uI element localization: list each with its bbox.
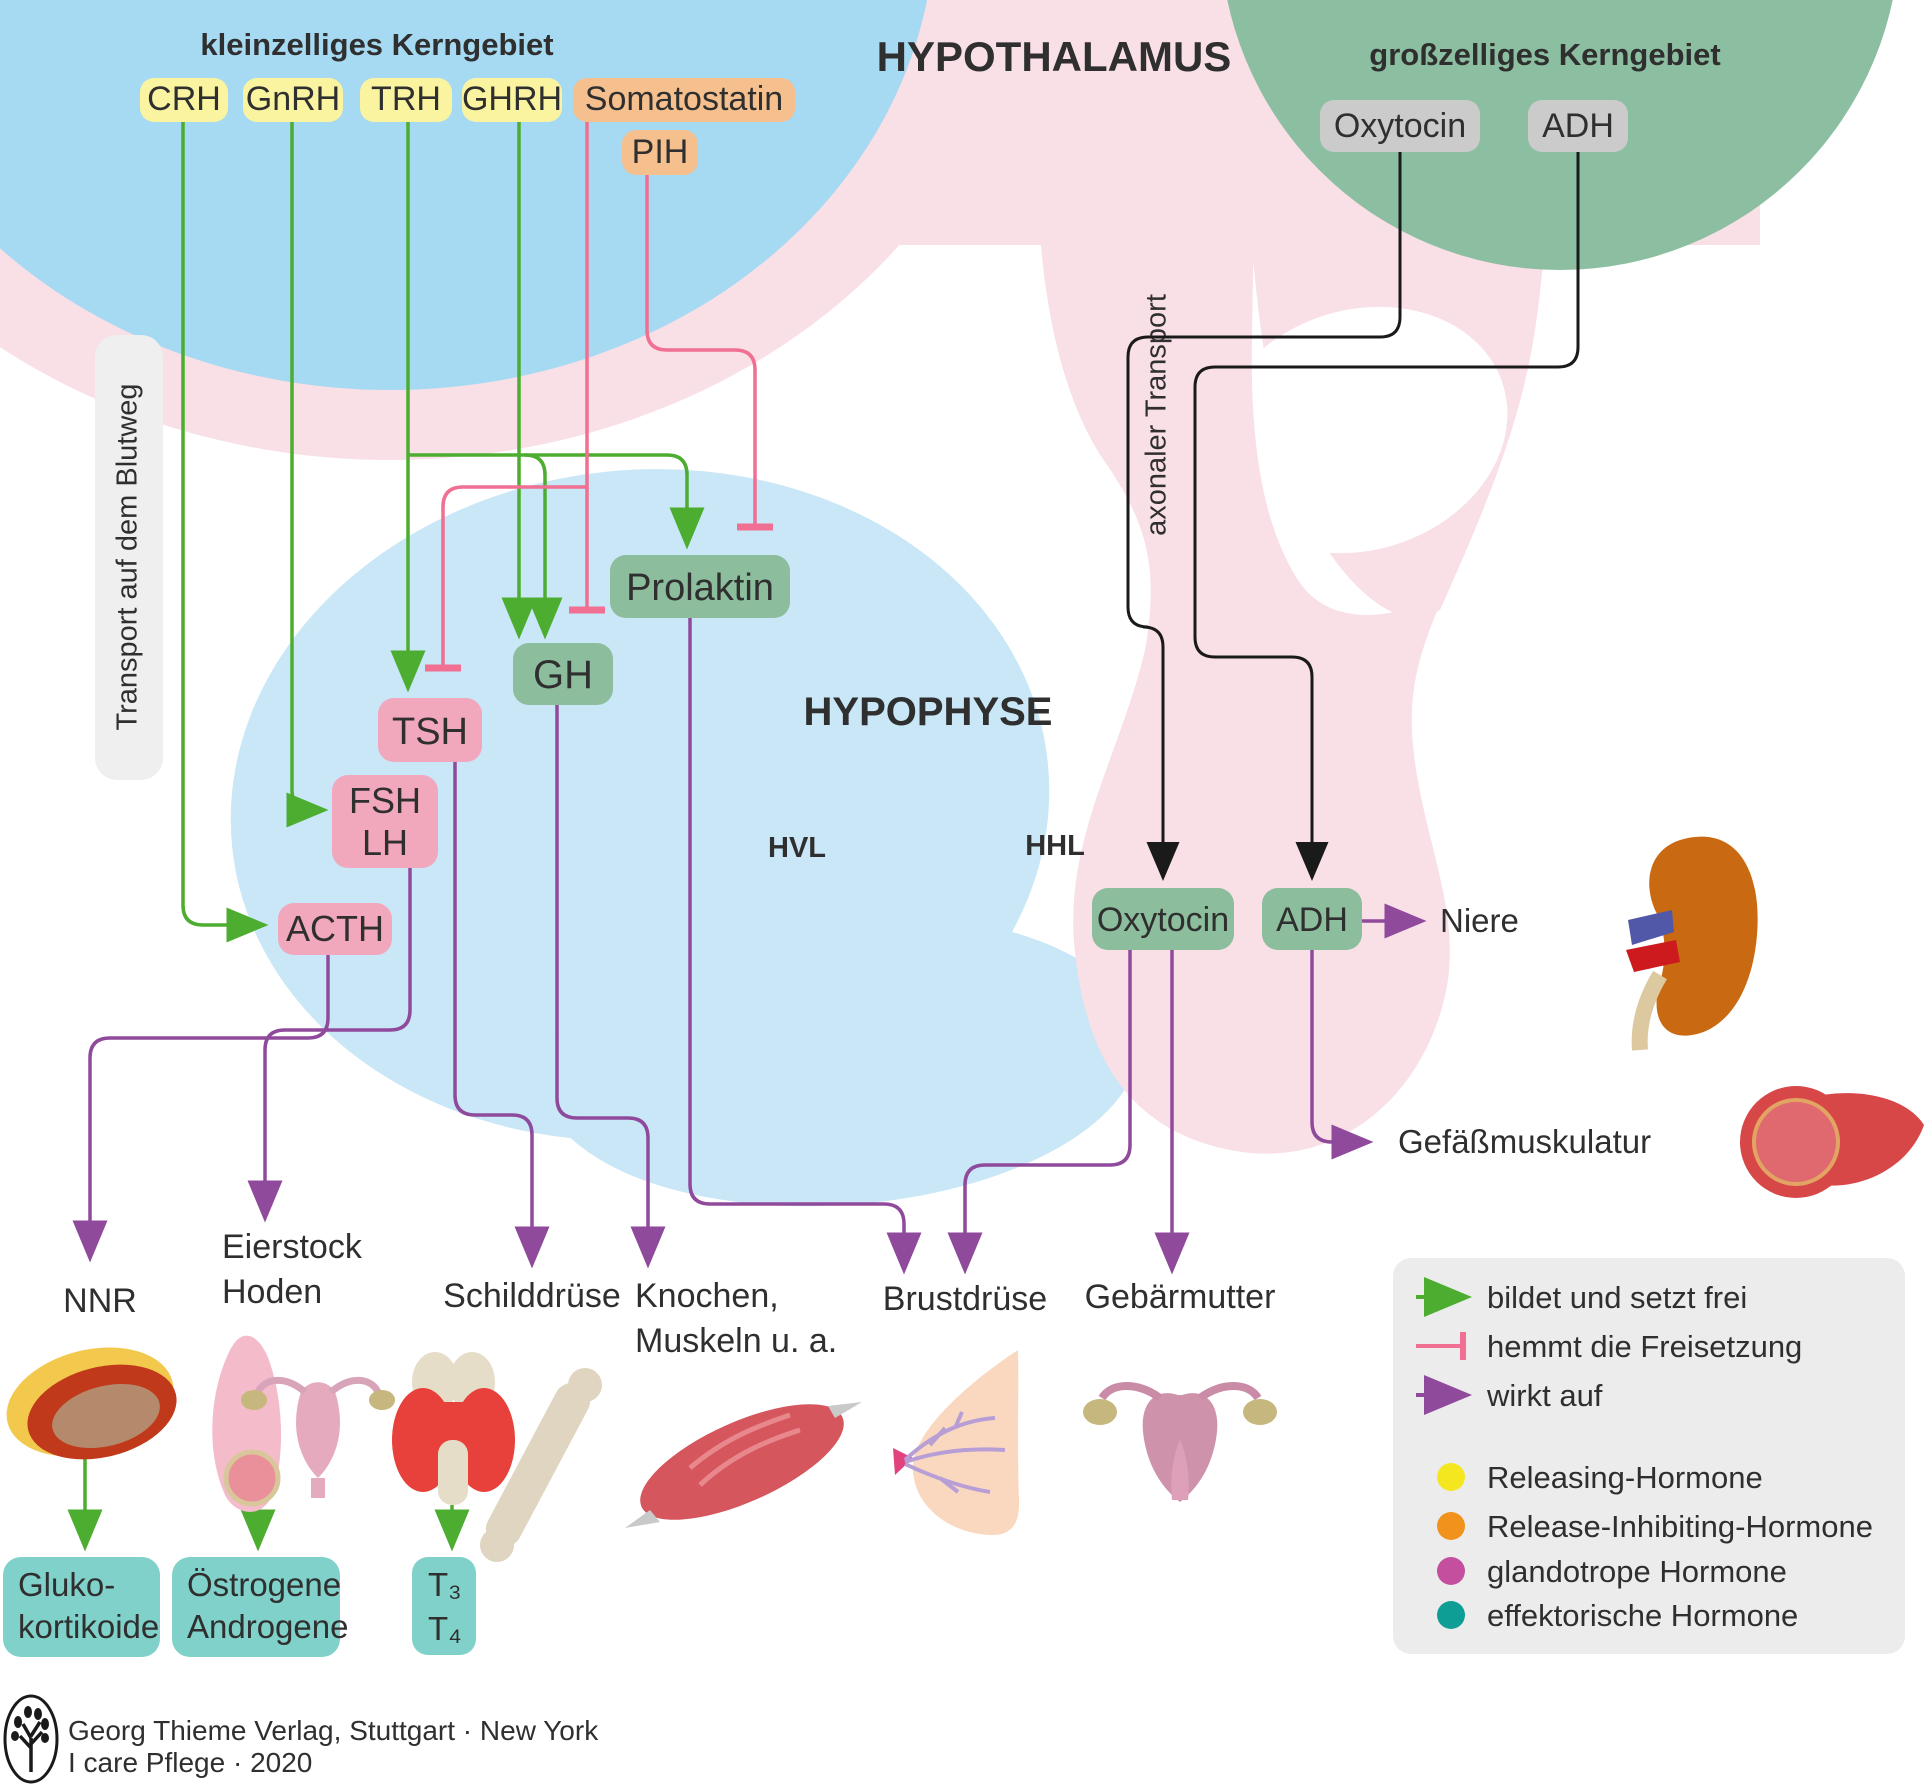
androgene-label: Androgene <box>187 1608 349 1645</box>
effector-hormone-boxes <box>3 1557 476 1657</box>
schilddruese-organ-illustration <box>392 1352 515 1505</box>
trh-label: TRH <box>371 80 441 118</box>
brustdruese-organ-illustration <box>893 1350 1019 1535</box>
eierstock-label: Eierstock <box>222 1228 362 1266</box>
gefaessmuskulatur-label: Gefäßmuskulatur <box>1398 1123 1652 1160</box>
niere-label: Niere <box>1440 902 1519 939</box>
brustdruese-label: Brustdrüse <box>882 1280 1048 1318</box>
nnr-label: NNR <box>63 1282 137 1320</box>
oxytocin-top-label: Oxytocin <box>1333 107 1467 145</box>
legend-release-inhibiting-label: Release-Inhibiting-Hormone <box>1487 1509 1873 1544</box>
large-cell-area-title: großzelliges Kerngebiet <box>1369 37 1721 72</box>
acth-to-nnr-line <box>90 955 328 1252</box>
hvl-label: HVL <box>768 832 826 864</box>
hypothalamus-title: HYPOTHALAMUS <box>876 33 1232 80</box>
gebaermutter-label: Gebärmutter <box>1084 1278 1276 1316</box>
prolaktin-label: Prolaktin <box>626 567 774 609</box>
tsh-label: TSH <box>392 711 468 753</box>
schilddruese-label: Schilddrüse <box>443 1277 621 1315</box>
legend-magenta-dot-icon <box>1437 1557 1465 1585</box>
gluko-label-line1: Gluko- <box>18 1566 116 1603</box>
adh-top-label: ADH <box>1542 107 1614 145</box>
gnrh-label: GnRH <box>245 80 341 118</box>
legend-yellow-dot-icon <box>1437 1463 1465 1491</box>
blood-transport-label <box>95 335 163 780</box>
muskeln-label: Muskeln u. a. <box>635 1322 838 1360</box>
crh-label: CRH <box>147 80 221 118</box>
legend-effektorische-label: effektorische Hormone <box>1487 1598 1799 1633</box>
gh-label: GH <box>533 653 593 697</box>
legend-glandotrope-label: glandotrope Hormone <box>1487 1554 1787 1589</box>
legend <box>1393 1258 1905 1654</box>
knochen-muskel-illustration <box>480 1368 862 1562</box>
gefaess-organ-illustration <box>1740 1086 1924 1198</box>
legend-wirkt-label: wirkt auf <box>1487 1378 1603 1413</box>
oxytocin-hhl-label: Oxytocin <box>1096 901 1230 939</box>
knochen-label: Knochen, <box>635 1277 779 1315</box>
t4-label: T₄ <box>428 1610 462 1647</box>
lh-label: LH <box>361 822 409 863</box>
thieme-logo-icon <box>5 1696 57 1782</box>
hhl-hormone-boxes <box>1092 888 1362 950</box>
gluko-label-line2: kortikoide <box>18 1608 160 1645</box>
legend-teal-dot-icon <box>1437 1601 1465 1629</box>
hhl-label: HHL <box>1025 830 1085 862</box>
fsh-label: FSH <box>349 780 421 821</box>
legend-orange-dot-icon <box>1437 1512 1465 1540</box>
gebaermutter-organ-illustration <box>1083 1386 1277 1502</box>
blood-transport-text: Transport auf dem Blutweg <box>111 383 144 731</box>
legend-releasing-label: Releasing-Hormone <box>1487 1460 1763 1495</box>
footer-line2: I care Pflege · 2020 <box>68 1747 313 1778</box>
axonal-transport-text: axonaler Transport <box>1140 294 1173 536</box>
legend-bildet-label: bildet und setzt frei <box>1487 1280 1748 1315</box>
oestrogene-label: Östrogene <box>187 1566 342 1603</box>
acth-label: ACTH <box>286 908 384 949</box>
adh-hhl-label: ADH <box>1276 901 1348 939</box>
pih-label: PIH <box>631 133 689 171</box>
ghrh-label: GHRH <box>461 80 563 118</box>
t3-label: T₃ <box>428 1566 462 1603</box>
footer <box>5 1696 599 1782</box>
gonaden-organ-illustration <box>212 1336 395 1512</box>
legend-box <box>1393 1258 1905 1654</box>
hoden-label: Hoden <box>222 1273 323 1311</box>
nnr-organ-illustration <box>0 1331 187 1474</box>
niere-organ-illustration <box>1626 837 1758 1050</box>
legend-hemmt-label: hemmt die Freisetzung <box>1487 1329 1803 1364</box>
hypophyse-title: HYPOPHYSE <box>803 690 1053 734</box>
footer-line1: Georg Thieme Verlag, Stuttgart · New York <box>68 1715 599 1746</box>
small-cell-area-title: kleinzelliges Kerngebiet <box>200 27 554 62</box>
posterior-hormone-boxes-top <box>1320 100 1628 152</box>
somatostatin-label: Somatostatin <box>584 80 784 118</box>
